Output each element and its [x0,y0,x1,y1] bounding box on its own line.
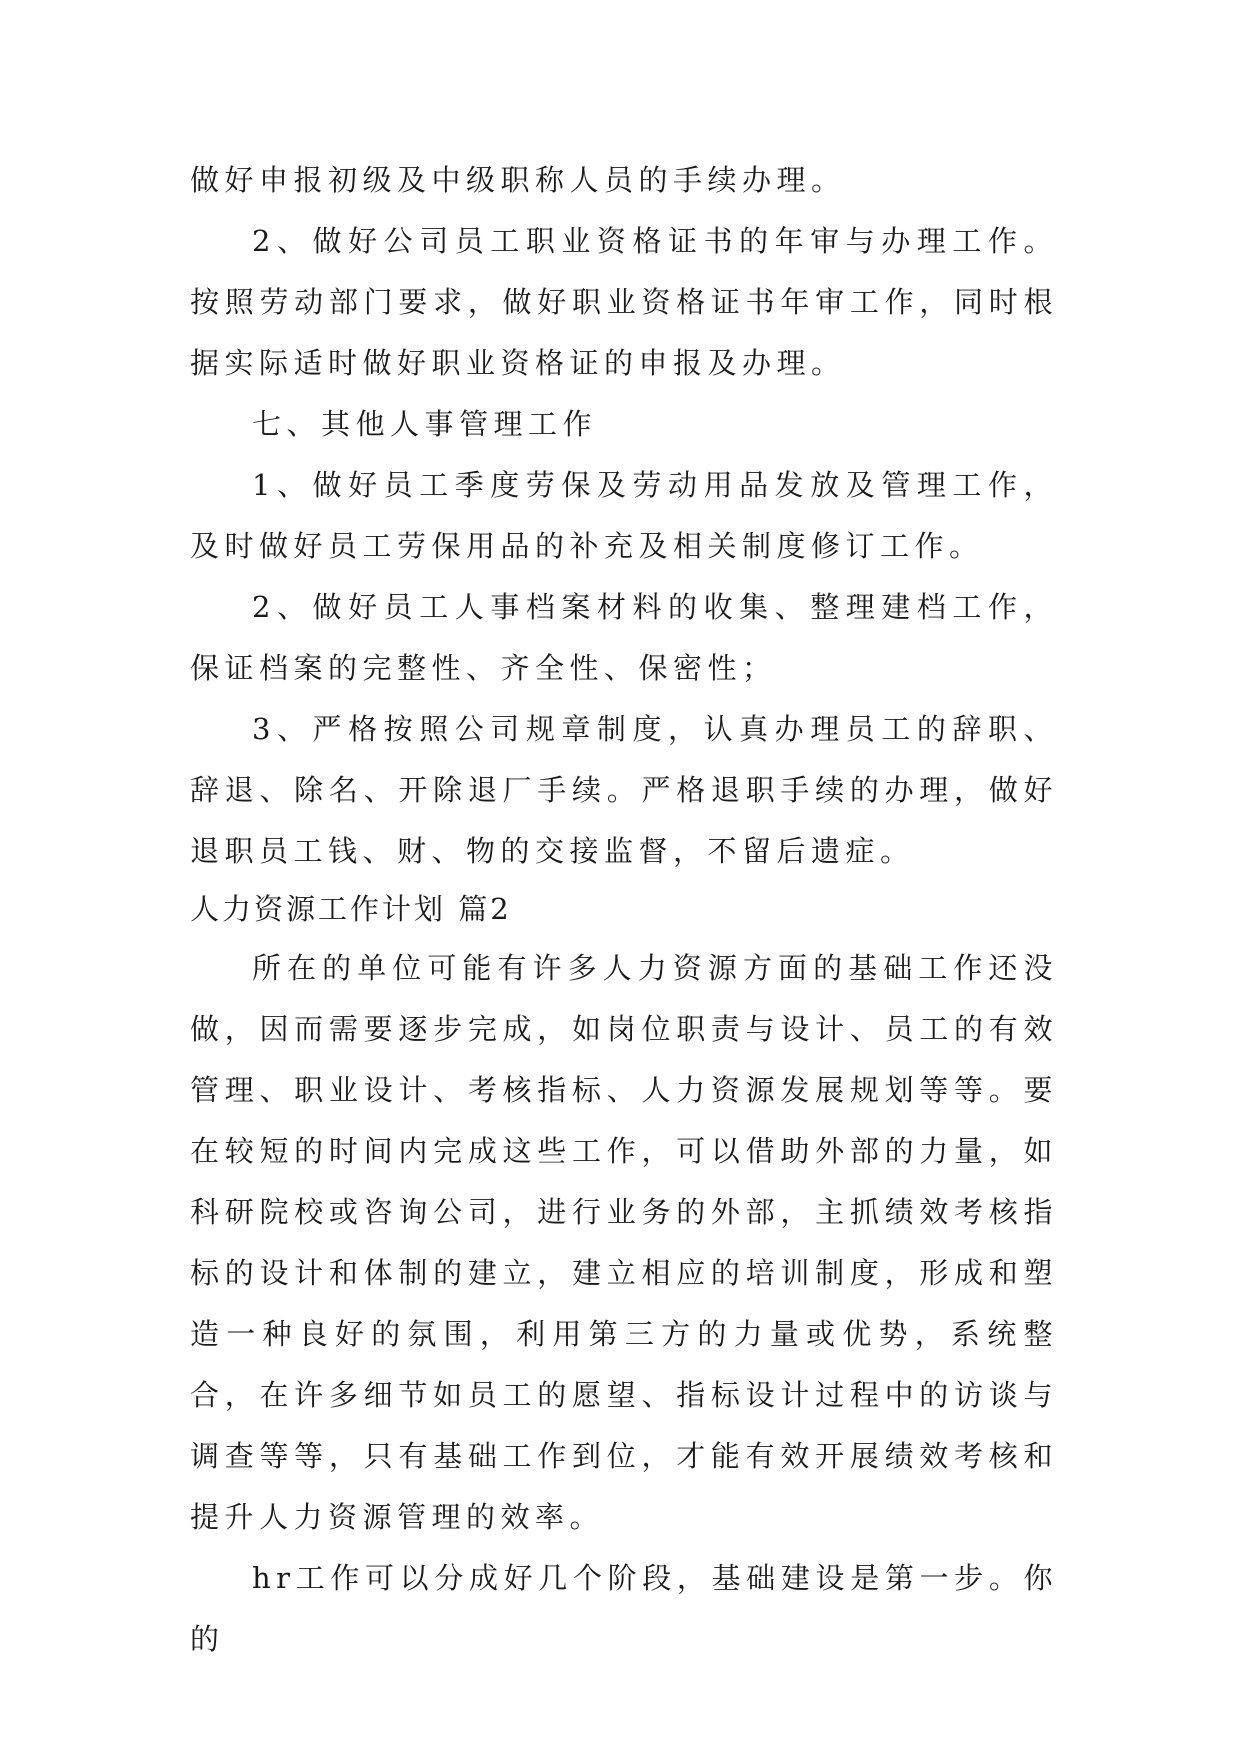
paragraph-3: 1、做好员工季度劳保及劳动用品发放及管理工作，及时做好员工劳保用品的补充及相关制度修订工作。 [190,468,1058,563]
section-paragraph-0: 所在的单位可能有许多人力资源方面的基础工作还没做，因而需要逐步完成，如岗位职责与设计、员工的有效管理、职业设计、考核指标、人力资源发展规划等等。要在较短的时间内完成这些工作，可以借助外部的力量，如科研院校或咨询公司，进行业务的外部，主抓绩效考核指标的设计和体制的建立，建立相应的培训制度，形成和塑造一种良好的氛围，利用第三方的力量或优势，系统整合，在许多细节如员工的愿望、指标设计过程中的访谈与调查等等，只有基础工作到位，才能有效开展绩效考核和提升人力资源管理的效率。 [190,951,1058,1534]
paragraph-0: 做好申报初级及中级职称人员的手续办理。 [190,163,846,197]
document-body [190,150,1058,1670]
section-heading: 人力资源工作计划 篇2 [190,892,512,926]
paragraph-5: 3、严格按照公司规章制度，认真办理员工的辞职、辞退、除名、开除退厂手续。严格退职手续的办理，做好退职员工钱、财、物的交接监督，不留后遗症。 [190,712,1058,868]
subsection-heading: 七、其他人事管理工作 [252,407,598,441]
paragraph-1: 2、做好公司员工职业资格证书的年审与办理工作。按照劳动部门要求，做好职业资格证书年审工作，同时根据实际适时做好职业资格证的申报及办理。 [190,224,1058,380]
section-paragraph-1: hr工作可以分成好几个阶段，基础建设是第一步。你的 [190,1561,1058,1656]
paragraph-4: 2、做好员工人事档案材料的收集、整理建档工作，保证档案的完整性、齐全性、保密性； [190,590,1058,685]
